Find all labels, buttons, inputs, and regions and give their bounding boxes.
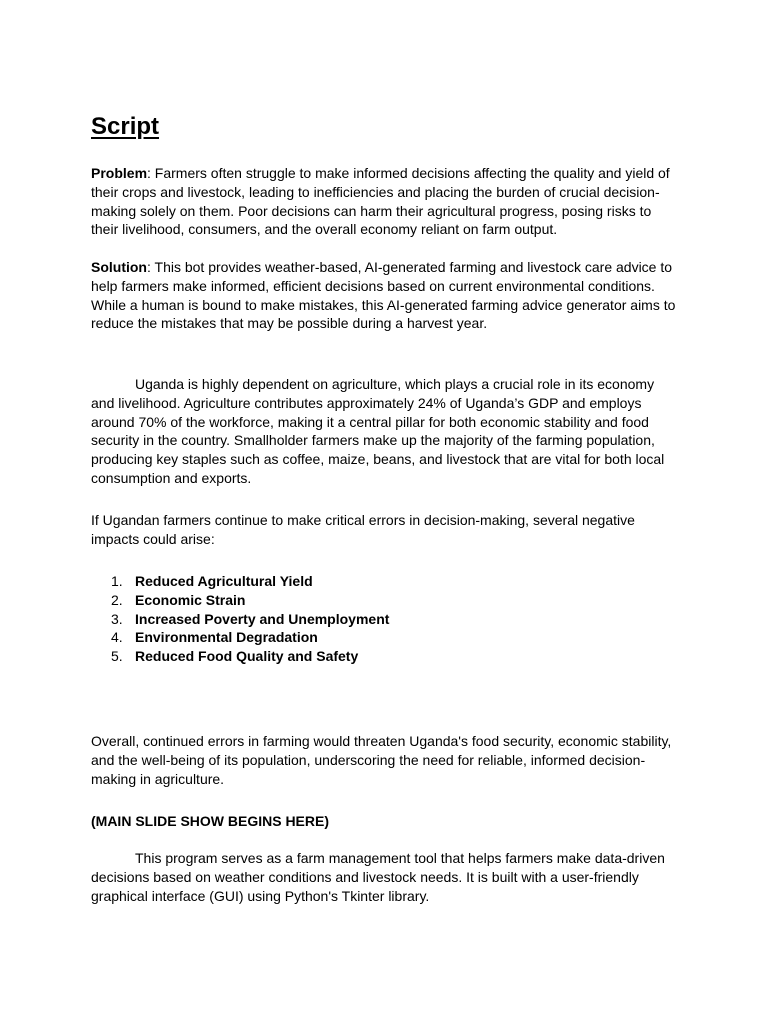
overall-paragraph-block bbox=[91, 732, 681, 788]
problem-label: Problem bbox=[91, 165, 148, 181]
list-item-number: 1. bbox=[111, 573, 123, 589]
overall-paragraph: Overall, continued errors in farming would threaten Uganda's food security, economic stability, and the well-being of its population, underscoring the need for reliable, informed decision-making in agriculture. bbox=[91, 733, 672, 787]
list-item-label: Economic Strain bbox=[135, 591, 246, 608]
document-title: Script bbox=[91, 113, 160, 140]
slideshow-heading: (MAIN SLIDE SHOW BEGINS HERE) bbox=[91, 813, 330, 829]
solution-text: : This bot provides weather-based, AI-generated farming and livestock care advice to help farmers make informed, efficient decisions based on current environmental conditions. While a human is bound to make mistakes, this AI-generated farming advice generator aims to reduce the mistakes that may be possible during a harvest year. bbox=[91, 259, 676, 332]
list-item bbox=[91, 628, 681, 647]
list-item bbox=[91, 647, 681, 666]
impacts-intro-block bbox=[91, 511, 681, 549]
list-item bbox=[91, 572, 681, 591]
uganda-paragraph: Uganda is highly dependent on agriculture, which plays a crucial role in its economy and livelihood. Agriculture contributes approximately 24% of Uganda’s GDP and employs around 70% of the workforce, making it a central pillar for both economic stability and food security in the country. Smallholder farmers make up the majority of the farming population, producing key staples such as coffee, maize, beans, and livestock that are vital for both local consumption and exports. bbox=[91, 376, 665, 486]
uganda-paragraph-block bbox=[91, 375, 681, 488]
solution-label: Solution bbox=[91, 259, 147, 275]
list-item-label: Environmental Degradation bbox=[135, 629, 318, 646]
list-item-number: 5. bbox=[111, 648, 123, 665]
impacts-list bbox=[91, 572, 681, 666]
problem-paragraph bbox=[91, 164, 681, 239]
solution-paragraph bbox=[91, 258, 681, 333]
slideshow-heading-block bbox=[91, 812, 681, 831]
list-item-number: 2. bbox=[111, 591, 123, 608]
list-item-number: 4. bbox=[111, 629, 123, 646]
list-item-label: Reduced Food Quality and Safety bbox=[135, 648, 359, 665]
program-paragraph: This program serves as a farm management tool that helps farmers make data-driven decisions based on weather conditions and livestock needs. It is built with a user-friendly graphical interface (GUI) using Python's Tkinter library. bbox=[91, 850, 665, 904]
list-item-label: Reduced Agricultural Yield bbox=[135, 573, 313, 589]
impacts-list-block bbox=[91, 572, 681, 666]
list-item-number: 3. bbox=[111, 610, 123, 627]
impacts-intro: If Ugandan farmers continue to make critical errors in decision-making, several negative impacts could arise: bbox=[91, 512, 635, 547]
list-item bbox=[91, 610, 681, 629]
list-item-label: Increased Poverty and Unemployment bbox=[135, 610, 390, 627]
problem-text: : Farmers often struggle to make informed decisions affecting the quality and yield of their crops and livestock, leading to inefficiencies and placing the burden of crucial decision-making solely on them. Poor decisions can harm their agricultural progress, posing risks to their livelihood, consumers, and the overall economy reliant on farm output. bbox=[91, 165, 670, 238]
list-item bbox=[91, 591, 681, 610]
program-paragraph-block bbox=[91, 849, 681, 905]
